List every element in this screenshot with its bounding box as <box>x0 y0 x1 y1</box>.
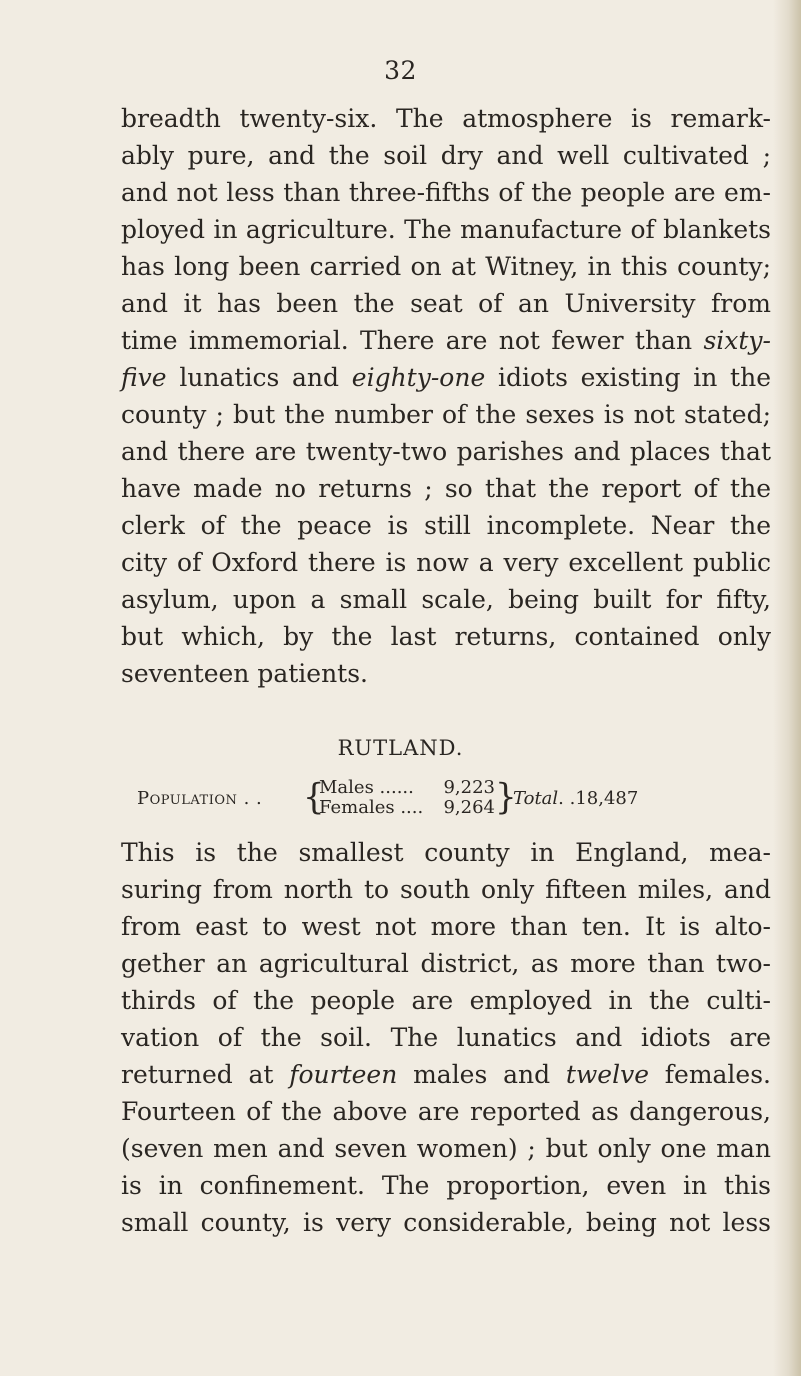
row-name <box>319 777 414 798</box>
text-line: clerk of the peace is still incomplete. Near the <box>121 511 771 540</box>
page-number: 32 <box>384 56 417 85</box>
text-line: ably pure, and the soil dry and well cultivated ; <box>121 141 771 170</box>
text-line: ployed in agriculture. The manufacture of blankets <box>121 215 771 244</box>
text-line: has long been carried on at Witney, in this county; <box>121 252 771 281</box>
text-line: Fourteen of the above are reported as dangerous, <box>121 1097 771 1126</box>
row-value: 9,223 <box>443 777 495 798</box>
population-total <box>513 788 638 809</box>
row-label: Females <box>319 797 395 818</box>
text-line: vation of the soil. The lunatics and idiots are <box>121 1023 771 1052</box>
section-heading: RUTLAND. <box>337 736 464 760</box>
row-name <box>319 797 424 818</box>
text-line: is in confinement. The proportion, even in this <box>121 1171 771 1200</box>
text-line: seventeen patients. <box>121 659 368 688</box>
text-run: lunatics and <box>179 363 340 392</box>
row-value: 9,264 <box>443 797 495 818</box>
text-line: have made no returns ; so that the report of the <box>121 474 771 503</box>
population-row <box>319 798 495 818</box>
text-run: idiots existing in the <box>497 363 771 392</box>
text-line: thirds of the people are employed in the culti- <box>121 986 771 1015</box>
paragraph-rutland <box>121 834 771 1241</box>
text-line: and it has been the seat of an University from <box>121 289 771 318</box>
page-edge-shadow <box>773 0 801 1376</box>
total-value: 18,487 <box>575 788 639 809</box>
text-run: time immemorial. There are not fewer than <box>121 326 693 355</box>
text-line: gether an agricultural district, as more than two- <box>121 949 771 978</box>
text-line: from east to west not more than ten. It is alto- <box>121 912 771 941</box>
row-leader-dots: ...... <box>373 777 414 798</box>
text-line: but which, by the last returns, contained only <box>121 622 771 651</box>
text-run: returned at <box>121 1060 274 1089</box>
italic-text: twelve <box>565 1060 649 1089</box>
paragraph-oxfordshire <box>121 100 771 692</box>
text-line: suring from north to south only fifteen miles, and <box>121 875 771 904</box>
text-line: breadth twenty-six. The atmosphere is remark- <box>121 104 771 133</box>
total-leader-dots: . . <box>558 788 576 809</box>
text-run: males and <box>413 1060 551 1089</box>
brace-right: } <box>495 776 517 818</box>
brace-left: { <box>303 776 325 818</box>
text-line <box>121 359 771 396</box>
text-line <box>121 322 771 359</box>
text-run: females. <box>664 1060 771 1089</box>
row-leader-dots: .... <box>394 797 424 818</box>
italic-text: five <box>121 363 167 392</box>
text-line <box>121 1056 771 1093</box>
text-line: and there are twenty-two parishes and places that <box>121 437 771 466</box>
population-row <box>319 778 495 798</box>
italic-text: sixty- <box>703 326 771 355</box>
population-label: Population . . <box>137 788 263 809</box>
italic-text: fourteen <box>289 1060 398 1089</box>
italic-text: eighty-one <box>351 363 486 392</box>
text-line: county ; but the number of the sexes is not stated; <box>121 400 771 429</box>
text-line: asylum, upon a small scale, being built for fifty, <box>121 585 771 614</box>
text-line: and not less than three-fifths of the people are em- <box>121 178 771 207</box>
text-line: (seven men and seven women) ; but only one man <box>121 1134 771 1163</box>
total-label: Total <box>513 788 559 809</box>
row-label: Males <box>319 777 374 798</box>
text-line: city of Oxford there is now a very excellent public <box>121 548 771 577</box>
text-line: small county, is very considerable, being not less <box>121 1208 771 1237</box>
text-line: This is the smallest county in England, mea- <box>121 838 771 867</box>
